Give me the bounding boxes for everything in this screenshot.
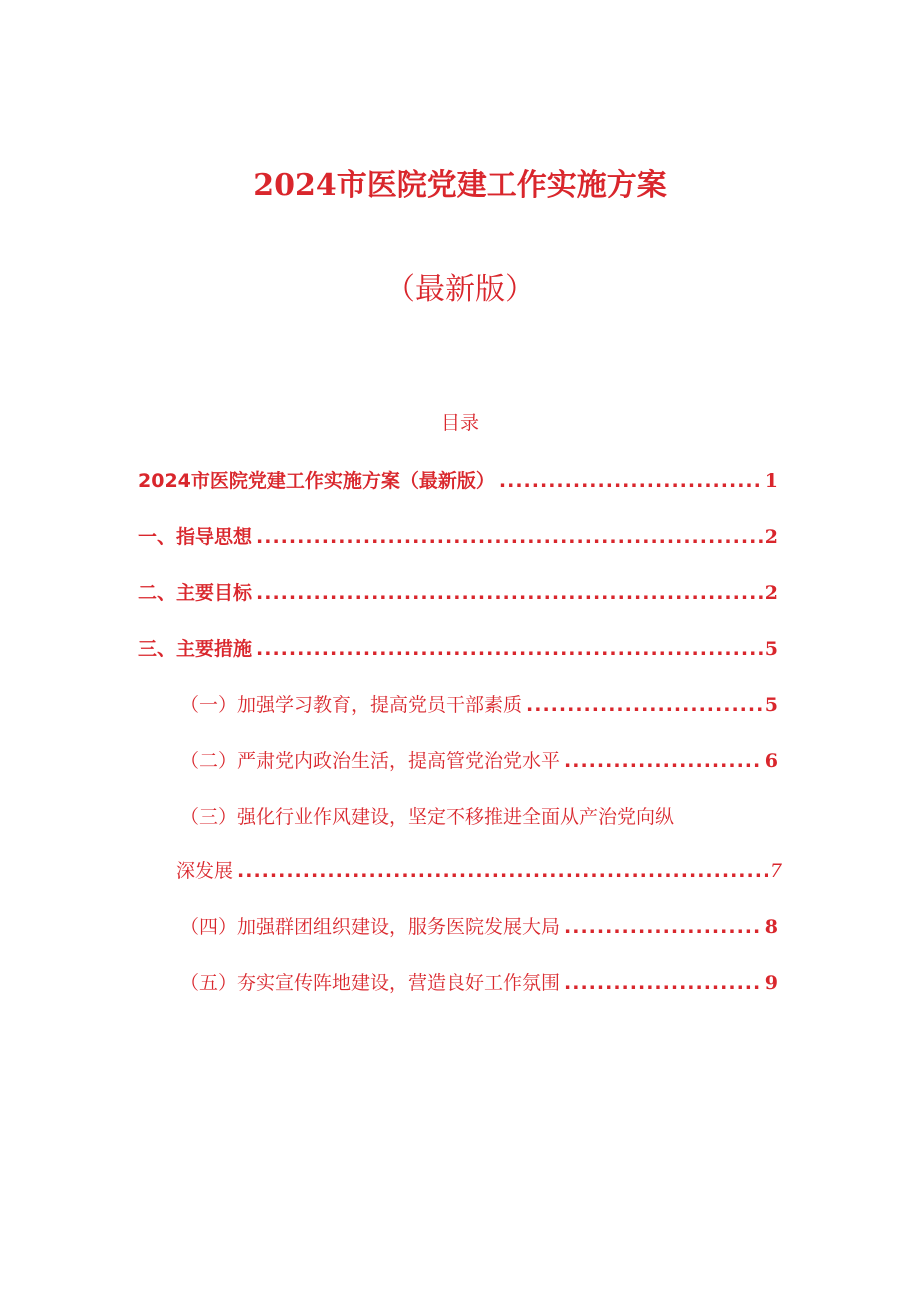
toc-entry-label: （五）夯实宣传阵地建设，营造良好工作氛围	[180, 972, 561, 994]
toc-entry-label: 深发展	[176, 860, 234, 882]
toc-leader-dots	[237, 860, 768, 882]
toc-entry-guiding-thought[interactable]	[138, 522, 778, 549]
toc-entry-sub-2[interactable]	[180, 746, 778, 773]
toc-entry-label: 二、主要目标	[138, 582, 253, 604]
toc-leader-dots	[256, 638, 763, 660]
toc-entry-page: 7	[769, 860, 782, 882]
toc-leader-dots	[526, 694, 763, 716]
toc-entry-sub-3-line1[interactable]: （三）强化行业作风建设，坚定不移推进全面从产治党向纵	[180, 806, 675, 828]
toc-entry-sub-4[interactable]	[180, 912, 778, 939]
toc-entry-sub-5[interactable]	[180, 968, 778, 995]
toc-entry-main-goals[interactable]	[138, 578, 778, 605]
toc-entry-main-measures[interactable]	[138, 634, 778, 661]
toc-entry-page: 2	[764, 582, 778, 604]
toc-leader-dots	[256, 526, 763, 548]
toc-entry-label: （一）加强学习教育，提高党员干部素质	[180, 694, 523, 716]
toc-entry-page: 2	[764, 526, 778, 548]
toc-entry-label: 三、主要措施	[138, 638, 253, 660]
toc-entry-sub-1[interactable]	[180, 690, 778, 717]
document-subtitle: （最新版）	[385, 272, 535, 307]
toc-leader-dots	[564, 972, 763, 994]
toc-leader-dots	[499, 470, 763, 492]
toc-entry-sub-3-line2[interactable]	[176, 856, 782, 883]
toc-leader-dots	[256, 582, 763, 604]
toc-leader-dots	[564, 750, 763, 772]
toc-entry-page: 5	[764, 638, 778, 660]
document-title: 2024市医院党建工作实施方案	[253, 168, 667, 203]
toc-entry-page: 5	[764, 694, 778, 716]
toc-entry-label: （四）加强群团组织建设，服务医院发展大局	[180, 916, 561, 938]
toc-heading: 目录	[440, 412, 479, 434]
toc-entry-label: 2024市医院党建工作实施方案（最新版）	[138, 470, 495, 492]
toc-entry-page: 6	[764, 750, 778, 772]
toc-entry-title[interactable]	[138, 466, 778, 493]
toc-entry-label: （二）严肃党内政治生活，提高管党治党水平	[180, 750, 561, 772]
toc-leader-dots	[564, 916, 763, 938]
toc-entry-page: 1	[764, 470, 778, 492]
toc-entry-page: 8	[764, 916, 778, 938]
toc-entry-page: 9	[764, 972, 778, 994]
toc-entry-label: 一、指导思想	[138, 526, 253, 548]
